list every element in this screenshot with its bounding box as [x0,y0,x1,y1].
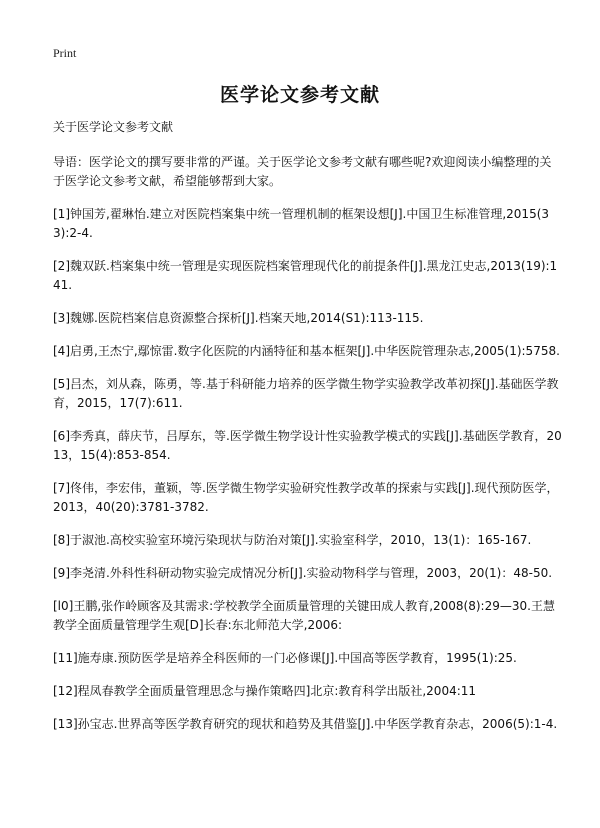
reference-list [53,205,563,734]
article-subtitle: 关于医学论文参考文献 [53,120,174,134]
article-intro: 导语：医学论文的撰写要非常的严谨。关于医学论文参考文献有哪些呢?欢迎阅读小编整理的关于医学论文参考文献，希望能够帮到大家。 [53,155,552,188]
reference-item: [9]李尧清.外科性科研动物实验完成情况分析[J].实验动物科学与管理，2003，20(1)：48-50. [53,566,553,580]
reference-item: [7]佟伟，李宏伟，董颖，等.医学微生物学实验研究性教学改革的探索与实践[J].现代预防医学，2013，40(20):3781-3782. [53,481,559,514]
reference-item: [3]魏娜.医院档案信息资源整合探析[J].档案天地,2014(S1):113-115. [53,311,424,325]
reference-item: [2]魏双跃.档案集中统一管理是实现医院档案管理现代化的前提条件[J].黑龙江史志,2013(19):141. [53,259,558,292]
page-title: 医学论文参考文献 [219,84,380,106]
reference-item: [6]李秀真，薛庆节，吕厚东，等.医学微生物学设计性实验教学模式的实践[J].基础医学教育，2013，15(4):853-854. [53,429,562,462]
reference-item: [8]于淑池.高校实验室环境污染现状与防治对策[J].实验室科学，2010，13(1)：165-167. [53,533,532,547]
reference-item: [5]吕杰，刘从森，陈勇，等.基于科研能力培养的医学微生物学实验教学改革初探[J].基础医学教育，2015，17(7):611. [53,377,559,410]
article-body [53,118,563,748]
reference-item: [13]孙宝志.世界高等医学教育研究的现状和趋势及其借鉴[J].中华医学教育杂志，2006(5):1-4. [53,717,558,731]
reference-item: [11]施寿康.预防医学是培养全科医师的一门必修课[J].中国高等医学教育，1995(1):25. [53,651,517,665]
reference-item: [4]启勇,王杰宁,鄢惊雷.数字化医院的内涵特征和基本框架[J].中华医院管理杂志,2005(1):5758. [53,344,560,358]
reference-item: [l0]王鹏,张作岭顾客及其需求:学校教学全面质量管理的关键田成人教育,2008(8):29—30.王慧教学全面质量管理学生观[D]长春:东北师范大学,2006: [53,599,555,632]
reference-item: [12]程凤春教学全面质量管理思念与操作策略四]北京:教育科学出版社,2004:11 [53,684,477,698]
print-label: Print [53,46,77,60]
reference-item: [1]钟国芳,翟琳怡.建立对医院档案集中统一管理机制的框架设想[J].中国卫生标准管理,2015(33):2-4. [53,207,550,240]
